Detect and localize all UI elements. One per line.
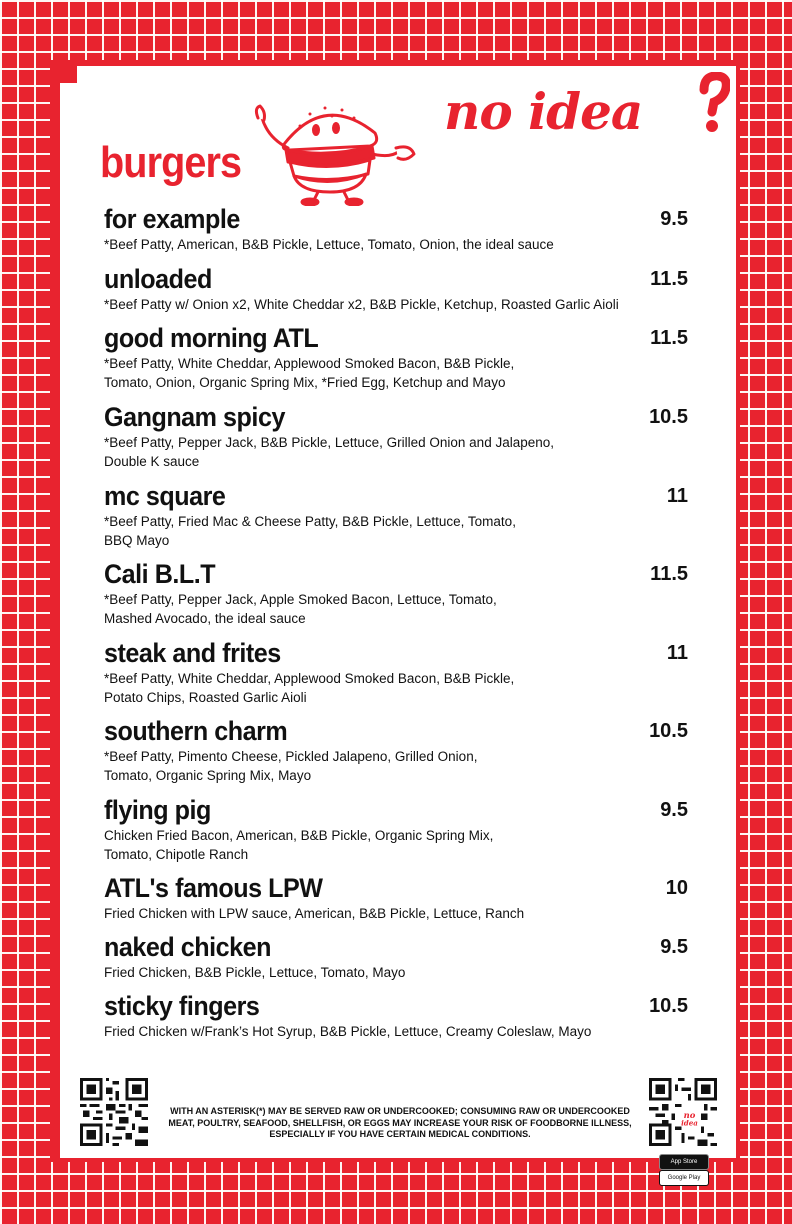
corner-square — [55, 61, 77, 83]
menu-item — [104, 558, 692, 637]
menu-item — [104, 715, 692, 794]
menu-item — [104, 401, 692, 480]
item-price: 11 — [666, 485, 688, 507]
menu-item — [104, 322, 692, 401]
item-description: Fried Chicken, B&B Pickle, Lettuce, Tomato, Mayo — [104, 965, 406, 980]
menu-items-list — [104, 203, 692, 1050]
qr-code-left[interactable] — [80, 1078, 148, 1146]
menu-item — [104, 203, 692, 263]
item-price: 11 — [666, 642, 688, 664]
item-name: steak and frites — [104, 638, 281, 668]
item-name: naked chicken — [104, 932, 272, 962]
item-price: 9.5 — [660, 799, 688, 821]
item-description: *Beef Patty, American, B&B Pickle, Lettuce, Tomato, Onion, the ideal sauce — [104, 237, 554, 252]
item-description: *Beef Patty w/ Onion x2, White Cheddar x2, B&B Pickle, Ketchup, Roasted Garlic Aioli — [104, 297, 619, 312]
item-price: 9.5 — [660, 208, 688, 230]
item-description: *Beef Patty, Pimento Cheese, Pickled Jalapeno, Grilled Onion, Tomato, Organic Spring Mix, Mayo — [104, 749, 478, 783]
disclaimer-text: WITH AN ASTERISK(*) MAY BE SERVED RAW OR UNDERCOOKED; CONSUMING RAW OR UNDERCOOKED MEAT, POULTRY, SEAFOOD, SHELLFISH, OR EGGS MAY INCREASE YOUR RISK OF FOODBORNE ILLNESS, ESPECIALLY IF YOU HAVE CERTAIN MEDICAL CONDITIONS. — [168, 1106, 632, 1139]
item-description: *Beef Patty, Pepper Jack, B&B Pickle, Lettuce, Grilled Onion and Jalapeno, Double K sauce — [104, 435, 555, 469]
item-name: ATL's famous LPW — [104, 873, 323, 903]
item-name: flying pig — [104, 795, 211, 825]
item-name: Gangnam spicy — [104, 402, 285, 432]
qr-code-right[interactable] — [649, 1078, 717, 1146]
item-name: mc square — [104, 481, 226, 511]
item-price: 10.5 — [649, 995, 688, 1017]
item-description: Fried Chicken with LPW sauce, American, B&B Pickle, Lettuce, Ranch — [104, 906, 525, 921]
svg-text:no: no — [683, 1109, 696, 1120]
item-price: 10.5 — [649, 720, 688, 742]
item-description: Fried Chicken w/Frank’s Hot Syrup, B&B Pickle, Lettuce, Creamy Coleslaw, Mayo — [104, 1024, 592, 1039]
menu-item — [104, 990, 692, 1050]
item-name: unloaded — [104, 264, 212, 294]
section-title: burgers — [100, 138, 242, 187]
svg-text:idea: idea — [681, 1118, 698, 1128]
menu-item — [104, 931, 692, 990]
item-name: for example — [104, 204, 240, 234]
item-price: 11.5 — [650, 327, 688, 349]
item-description: *Beef Patty, White Cheddar, Applewood Smoked Bacon, B&B Pickle, Potato Chips, Roasted Garlic Aioli — [104, 671, 515, 705]
item-description: *Beef Patty, Pepper Jack, Apple Smoked Bacon, Lettuce, Tomato, Mashed Avocado, the ideal sauce — [104, 592, 497, 626]
item-description: *Beef Patty, White Cheddar, Applewood Smoked Bacon, B&B Pickle, Tomato, Onion, Organic Spring Mix, *Fried Egg, Ketchup and Mayo — [104, 356, 515, 390]
item-price: 9.5 — [660, 936, 688, 958]
item-price: 11.5 — [650, 563, 688, 585]
item-description: Chicken Fried Bacon, American, B&B Pickle, Organic Spring Mix, Tomato, Chipotle Ranch — [104, 828, 494, 862]
menu-item — [104, 263, 692, 322]
app-store-badge[interactable]: App Store — [659, 1154, 709, 1170]
google-play-badge[interactable]: Google Play — [659, 1170, 709, 1186]
item-name: sticky fingers — [104, 991, 260, 1021]
item-price: 11.5 — [650, 268, 688, 290]
item-price: 10 — [665, 877, 688, 899]
item-name: good morning ATL — [104, 323, 319, 353]
item-name: Cali B.L.T — [104, 559, 216, 589]
item-name: southern charm — [104, 716, 288, 746]
burger-mascot-icon — [250, 88, 420, 206]
menu-item — [104, 637, 692, 715]
item-price: 10.5 — [649, 406, 688, 428]
menu-item — [104, 480, 692, 558]
question-mark-logo-icon — [690, 72, 730, 134]
menu-item — [104, 794, 692, 872]
brand-logo: no idea — [444, 82, 643, 141]
item-description: *Beef Patty, Fried Mac & Cheese Patty, B&B Pickle, Lettuce, Tomato, BBQ Mayo — [104, 514, 516, 548]
menu-item — [104, 872, 692, 931]
